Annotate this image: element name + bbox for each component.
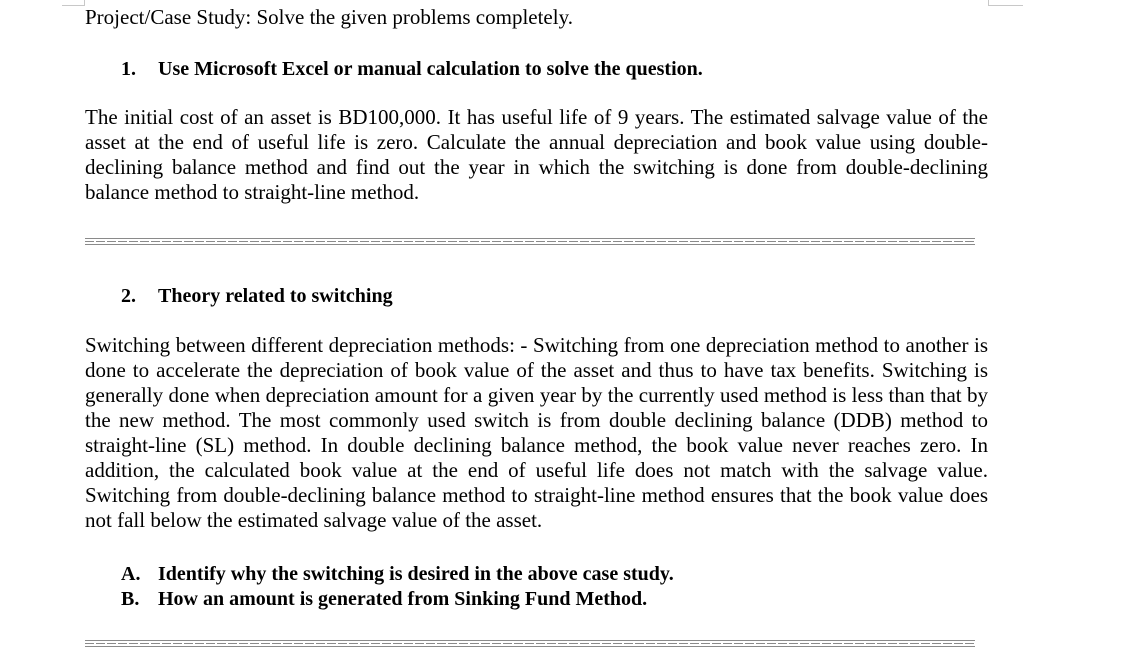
separator-rule-bottom — [85, 640, 975, 647]
question-2-number: 2. — [121, 285, 136, 307]
sub-question-a — [121, 562, 674, 587]
sub-question-a-text: Identify why the switching is desired in the above case study. — [158, 563, 674, 585]
question-2-title: Theory related to switching — [158, 285, 393, 307]
sub-question-b-letter: B. — [121, 588, 140, 610]
intro-line: Project/Case Study: Solve the given problems completely. — [85, 5, 573, 29]
sub-question-b — [121, 587, 647, 612]
question-1-title: Use Microsoft Excel or manual calculation to solve the question. — [158, 58, 703, 80]
separator-rule — [85, 238, 975, 245]
page-corner-mark-right — [988, 0, 1023, 6]
question-1-paragraph: The initial cost of an asset is BD100,000. It has useful life of 9 years. The estimated salvage value of the asset at the end of useful life is zero. Calculate the annual depreciation and book value using double-declining balance method and find out the year in which the switching is done from double-declining balance method to straight-line method. — [85, 105, 988, 204]
question-1-number: 1. — [121, 58, 136, 80]
page-corner-mark-left — [62, 0, 85, 6]
sub-question-b-text: How an amount is generated from Sinking Fund Method. — [158, 588, 648, 610]
question-2-heading — [121, 284, 393, 308]
question-2-paragraph: Switching between different depreciation methods: - Switching from one depreciation method to another is done to accelerate the depreciation of book value of the asset and thus to have tax benefits. Switching is generally done when depreciation amount for a given year by the currently used method is less than that by the new method. The most commonly used switch is from double declining balance (DDB) method to straight-line (SL) method. In double declining balance method, the book value never reaches zero. In addition, the calculated book value at the end of useful life does not match with the salvage value. Switching from double-declining balance method to straight-line method ensures that the book value does not fall below the estimated salvage value of the asset. — [85, 333, 988, 532]
question-1-heading — [121, 57, 703, 81]
sub-question-a-letter: A. — [121, 563, 141, 585]
